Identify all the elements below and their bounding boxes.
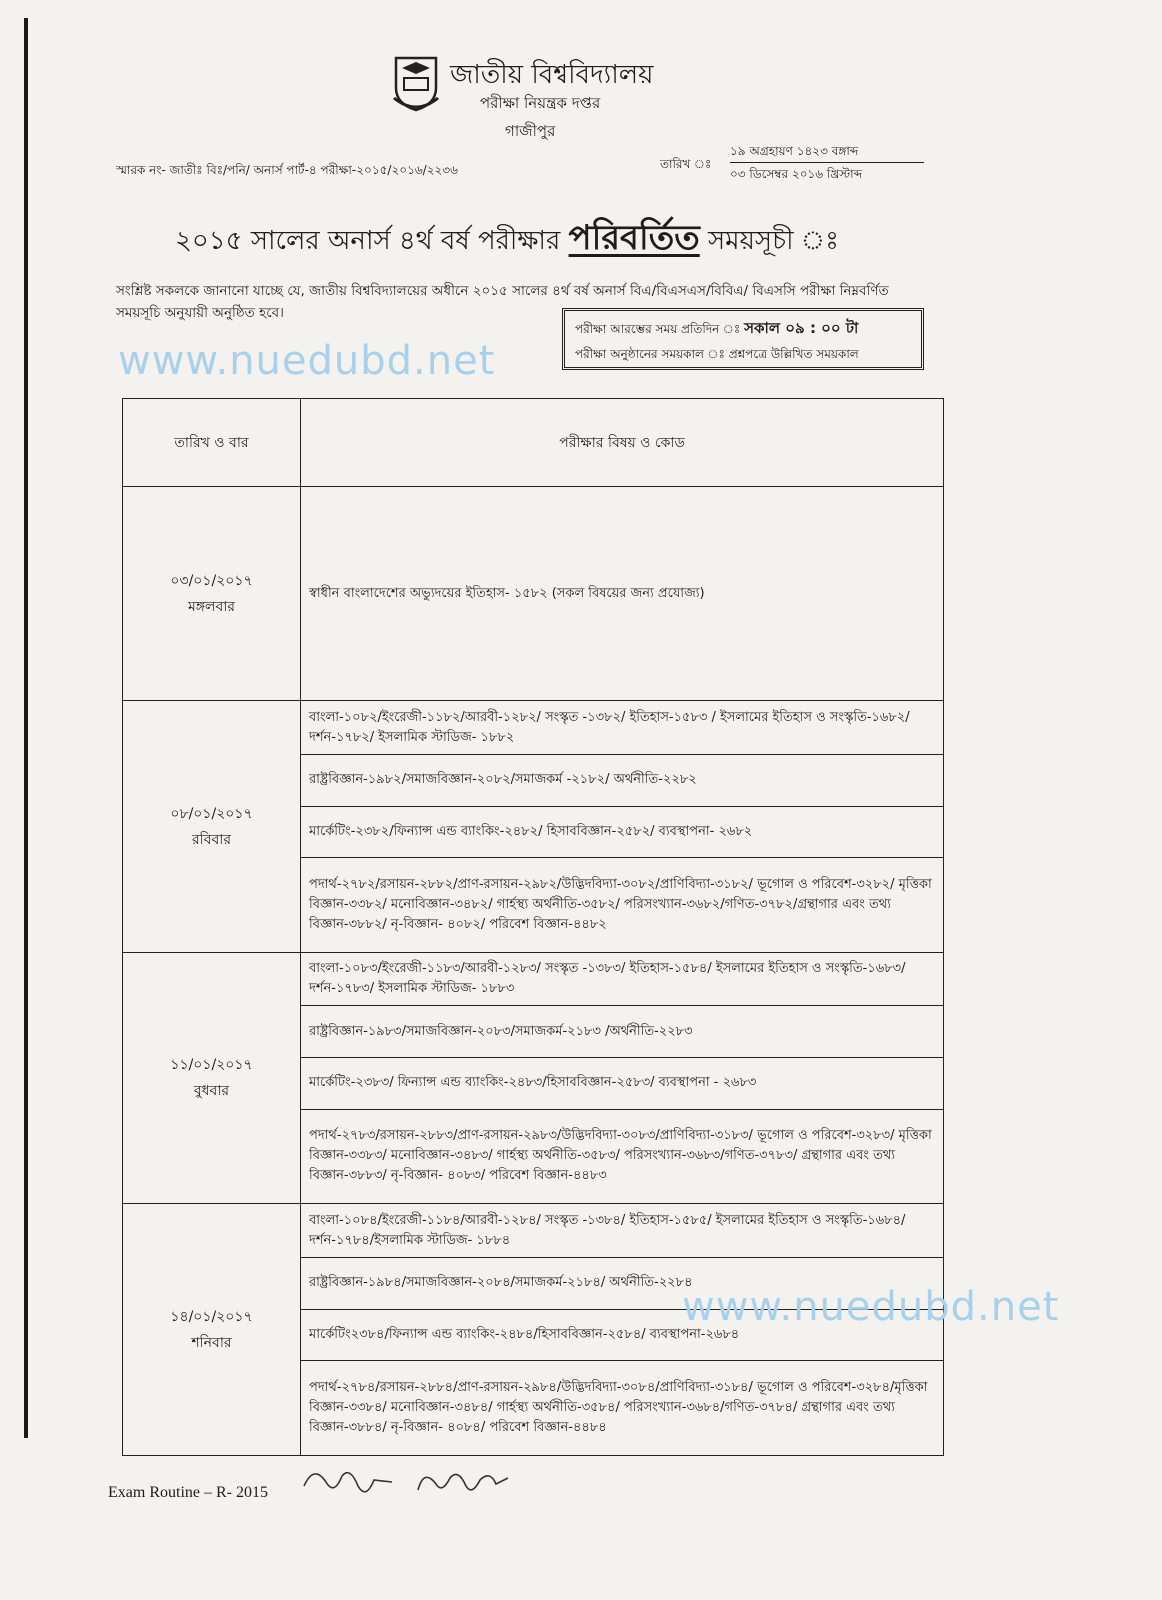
office-name: পরীক্ষা নিয়ন্ত্রক দপ্তর <box>480 94 601 112</box>
subject-cell: রাষ্ট্রবিজ্ঞান-১৯৮৩/সমাজবিজ্ঞান-২০৮৩/সমাজকর্ম-২১৮৩ /অর্থনীতি-২২৮৩ <box>301 1006 944 1058</box>
duration-value: প্রশ্নপত্রে উল্লিখিত সময়কাল <box>728 347 859 361</box>
date-cell <box>123 487 301 701</box>
university-seal-icon <box>390 54 442 114</box>
exam-date: ০৮/০১/২০১৭ <box>170 805 253 822</box>
subject-cell: বাংলা-১০৮২/ইংরেজী-১১৮২/আরবী-১২৮২/ সংস্কৃত -১৩৮২/ ইতিহাস-১৫৮৩ / ইসলামের ইতিহাস ও সংস্কৃতি-১৬৮২/ দর্শন-১৭৮২/ ইসলামিক স্টাডিজ- ১৮৮২ <box>301 701 944 755</box>
subject-cell: পদার্থ-২৭৮২/রসায়ন-২৮৮২/প্রাণ-রসায়ন-২৯৮২/উদ্ভিদবিদ্যা-৩০৮২/প্রাণিবিদ্যা-৩১৮২/ ভূগোল ও পরিবেশ-৩২৮২/ মৃত্তিকা বিজ্ঞান-৩৩৮২/ মনোবিজ্ঞান-৩৪৮২/ গার্হস্থ্য অর্থনীতি-৩৫৮২/ পরিসংখ্যান-৩৬৮২/গণিত-৩৭৮২/গ্রন্থাগার এবং তথ্য বিজ্ঞান-৩৮৮২/ নৃ-বিজ্ঞান- ৪০৮২/ পরিবেশ বিজ্ঞান-৪৪৮২ <box>301 858 944 953</box>
subject-cell: স্বাধীন বাংলাদেশের অভ্যুদয়ের ইতিহাস- ১৫৮২ (সকল বিষয়ের জন্য প্রযোজ্য) <box>301 487 944 701</box>
letterhead <box>380 50 680 140</box>
exam-day: মঙ্গলবার <box>187 598 236 615</box>
title-emphasis: পরিবর্তিত <box>568 218 700 258</box>
city-name: গাজীপুর <box>505 122 556 140</box>
start-time-value: সকাল ০৯ : ০০ টা <box>744 319 859 337</box>
exam-date: ০৩/০১/২০১৭ <box>170 572 253 589</box>
start-time-label: পরীক্ষা আরম্ভের সময় প্রতিদিন ঃ <box>575 322 741 336</box>
page-title <box>175 212 839 269</box>
title-prefix: ২০১৫ সালের অনার্স ৪র্থ বর্ষ পরীক্ষার <box>175 226 561 256</box>
header-date: তারিখ ও বার <box>123 399 301 487</box>
footer-routine-code: Exam Routine – R- 2015 <box>108 1484 268 1501</box>
title-suffix: সময়সূচী ঃ <box>708 226 839 256</box>
table-row <box>123 952 944 1006</box>
duration-line <box>575 341 911 367</box>
intro-paragraph: সংশ্লিষ্ট সকলকে জানানো যাচ্ছে যে, জাতীয় বিশ্ববিদ্যালয়ের অধীনে ২০১৫ সালের ৪র্থ বর্ষ অনার্স বিএ/বিএসএস/বিবিএ/ বিএসসি পরীক্ষা নিম্নবর্ণিত সময়সূচি অনুযায়ী অনুষ্ঠিত হবে। <box>116 283 889 321</box>
header-subjects: পরীক্ষার বিষয় ও কোড <box>301 399 944 487</box>
date-cell <box>123 1204 301 1456</box>
exam-day: বুধবার <box>193 1083 230 1100</box>
subject-cell: মার্কেটিং২৩৮৪/ফিন্যান্স এন্ড ব্যাংকিং-২৪৮৪/হিসাববিজ্ঞান-২৫৮৪/ ব্যবস্থাপনা-২৬৮৪ <box>301 1309 944 1361</box>
exam-date: ১১/০১/২০১৭ <box>170 1057 253 1074</box>
start-time-line <box>575 315 911 341</box>
issue-date <box>730 140 924 185</box>
subject-cell: পদার্থ-২৭৮৪/রসায়ন-২৮৮৪/প্রাণ-রসায়ন-২৯৮৪/উদ্ভিদবিদ্যা-৩০৮৪/প্রাণিবিদ্যা-৩১৮৪/ ভূগোল ও পরিবেশ-৩২৮৪/মৃত্তিকা বিজ্ঞান-৩৩৮৪/ মনোবিজ্ঞান-৩৪৮৪/ গার্হস্থ্য অর্থনীতি-৩৫৮৪/ পরিসংখ্যান-৩৬৮৪/গণিত-৩৭৮৪/ গ্রন্থাগার এবং তথ্য বিজ্ঞান-৩৮৮৪/ নৃ-বিজ্ঞান- ৪০৮৪/ পরিবেশ বিজ্ঞান-৪৪৮৪ <box>301 1361 944 1456</box>
table-row <box>123 487 944 701</box>
date-english: ০৩ ডিসেম্বর ২০১৬ খ্রিস্টাব্দ <box>730 167 863 181</box>
duration-label: পরীক্ষা অনুষ্ঠানের সময়কাল ঃ <box>575 347 725 361</box>
subject-cell: মার্কেটিং-২৩৮৩/ ফিন্যান্স এন্ড ব্যাংকিং-২৪৮৩/হিসাববিজ্ঞান-২৫৮৩/ ব্যবস্থাপনা - ২৬৮৩ <box>301 1058 944 1110</box>
subject-cell: বাংলা-১০৮৩/ইংরেজী-১১৮৩/আরবী-১২৮৩/ সংস্কৃত -১৩৮৩/ ইতিহাস-১৫৮৪/ ইসলামের ইতিহাস ও সংস্কৃতি-১৬৮৩/ দর্শন-১৭৮৩/ ইসলামিক স্টাডিজ- ১৮৮৩ <box>301 952 944 1006</box>
watermark-bottom: www.nuedubd.net <box>682 1284 1060 1330</box>
date-cell <box>123 952 301 1203</box>
memo-number: স্মারক নং- জাতীঃ বিঃ/পনি/ অনার্স পার্ট-৪ পরীক্ষা-২০১৫/২০১৬/২২৩৬ <box>116 163 458 177</box>
subject-cell: পদার্থ-২৭৮৩/রসায়ন-২৮৮৩/প্রাণ-রসায়ন-২৯৮৩/উদ্ভিদবিদ্যা-৩০৮৩/প্রাণিবিদ্যা-৩১৮৩/ ভূগোল ও পরিবেশ-৩২৮৩/ মৃত্তিকা বিজ্ঞান-৩৩৮৩/ মনোবিজ্ঞান-৩৪৮৩/ গার্হস্থ্য অর্থনীতি-৩৫৮৩/ পরিসংখ্যান-৩৬৮৩/গণিত-৩৭৮৩/ গ্রন্থাগার এবং তথ্য বিজ্ঞান-৩৮৮৩/ নৃ-বিজ্ঞান- ৪০৮৩/ পরিবেশ বিজ্ঞান-৪৪৮৩ <box>301 1109 944 1204</box>
exam-day: শনিবার <box>191 1334 232 1351</box>
subject-cell: রাষ্ট্রবিজ্ঞান-১৯৮৪/সমাজবিজ্ঞান-২০৮৪/সমাজকর্ম-২১৮৪/ অর্থনীতি-২২৮৪ <box>301 1257 944 1309</box>
watermark-top: www.nuedubd.net <box>118 338 496 384</box>
signature-scribble <box>300 1456 520 1506</box>
date-label: তারিখ ঃ <box>660 157 712 171</box>
subject-cell: বাংলা-১০৮৪/ইংরেজী-১১৮৪/আরবী-১২৮৪/ সংস্কৃত -১৩৮৪/ ইতিহাস-১৫৮৫/ ইসলামের ইতিহাস ও সংস্কৃতি-১৬৮৪/ দর্শন-১৭৮৪/ইসলামিক স্টাডিজ- ১৮৮৪ <box>301 1204 944 1258</box>
exam-date: ১৪/০১/২০১৭ <box>170 1308 253 1325</box>
table-row <box>123 701 944 755</box>
table-row <box>123 1204 944 1258</box>
university-name: জাতীয় বিশ্ববিদ্যালয় <box>450 60 654 90</box>
date-bangla: ১৯ অগ্রহায়ণ ১৪২৩ বঙ্গাব্দ <box>730 140 924 163</box>
subject-cell: মার্কেটিং-২৩৮২/ফিন্যান্স এন্ড ব্যাংকিং-২৪৮২/ হিসাববিজ্ঞান-২৫৮২/ ব্যবস্থাপনা- ২৬৮২ <box>301 806 944 858</box>
binding-line <box>24 18 28 1438</box>
table-header-row <box>123 399 944 487</box>
subject-cell: রাষ্ট্রবিজ্ঞান-১৯৮২/সমাজবিজ্ঞান-২০৮২/সমাজকর্ম -২১৮২/ অর্থনীতি-২২৮২ <box>301 755 944 807</box>
date-cell <box>123 701 301 952</box>
timing-box <box>562 308 924 370</box>
exam-day: রবিবার <box>191 831 232 848</box>
